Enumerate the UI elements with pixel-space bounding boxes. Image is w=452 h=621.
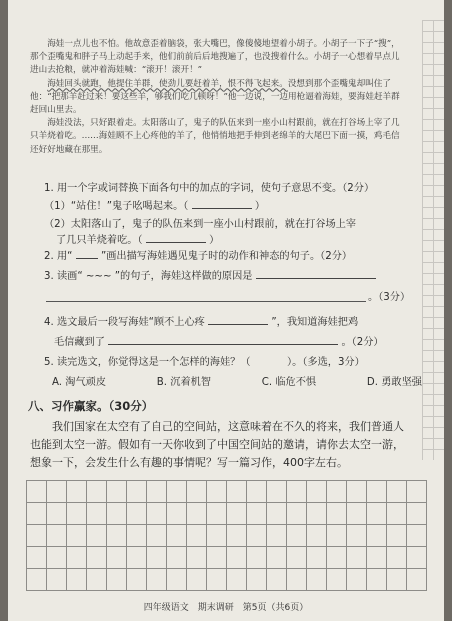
exam-page <box>8 0 444 621</box>
option-c[interactable]: C. 临危不惧 <box>261 377 317 388</box>
page-footer: 四年级语文 期末调研 第5页（共6页） <box>143 603 309 613</box>
passage-paragraph-3: 海娃没法，只好跟着走。太阳落山了，鬼子的队伍来到一座小山村跟前，就在打谷场上宰了几只羊烧着吃。……海娃顾不上心疼他的羊了，他悄悄地把手伸到老绵羊的大尾巴下面一摸，鸡毛信还好好地藏在那里。 <box>30 118 400 155</box>
question-3: 3. 读画“ ~~~ ”的句子，海娃这样做的原因是 <box>44 270 414 284</box>
writing-prompt: 我们国家在太空有了自己的空间站，这意味着在不久的将来，我们普通人也能到太空一游。假如有一天你收到了中国空间站的邀请，请你去太空一游，想象一下，会发生什么有趣的事情呢？写一篇习作，400字左右。 <box>30 420 404 469</box>
wavy-underlined-sentence: 海娃回头就跑，他提住羊群，使劲儿要赶着羊，恨不得飞起来。 <box>47 78 288 89</box>
question-1: 1. 用一个字或词替换下面各句中的加点的字词，使句子意思不变。（2分） <box>44 183 375 194</box>
right-margin-grid <box>422 20 444 460</box>
option-d[interactable]: D. 勇敢坚强 <box>366 377 422 388</box>
composition-grid[interactable] <box>26 480 427 591</box>
answer-blank-4a[interactable] <box>208 324 268 325</box>
answer-line-3b[interactable] <box>46 301 366 302</box>
question-3-score: 。（3分） <box>368 292 411 303</box>
option-b[interactable]: B. 沉着机智 <box>156 377 212 388</box>
question-1-part-1: （1）“站住！”鬼子吆喝起来。（ ） <box>44 201 266 212</box>
question-2: 2. 用“ ”画出描写海娃遇见鬼子时的动作和神态的句子。（2分） <box>44 251 353 262</box>
answer-blank-3a[interactable] <box>256 278 376 279</box>
wavy-line-symbol: ~~~ <box>85 271 112 282</box>
question-5: 5. 读完选文，你觉得这是一个怎样的海娃？（ ）。（多选，3分） <box>44 357 365 368</box>
underline-symbol <box>76 258 98 259</box>
answer-blank-4b[interactable] <box>108 344 338 345</box>
passage-paragraph-1: 海娃一点儿也不怕。他故意歪着脑袋，张大嘴巴，像傻傻地望着小胡子。小胡子一下子“搜”，那个歪嘴鬼和胖子马上动起手来，他们前前后后地搜遍了，也没搜着什么。小胡子一心想着早点儿进山去抢粮，就冲着海娃喊：“滚开！滚开！” <box>30 39 400 76</box>
answer-blank-1a[interactable] <box>192 208 252 209</box>
reading-passage <box>30 38 402 157</box>
passage-paragraph-2: 海娃回头就跑，他提住羊群，使劲儿要赶着羊，恨不得飞起来。没想到那个歪嘴鬼却叫住了他：“把那羊赶过来！要这些羊，够我们吃几顿呀！”他一边说，一边用枪逼着海娃，要海娃赶羊群赶回山里去。 <box>30 78 400 116</box>
answer-blank-1b[interactable] <box>146 242 206 243</box>
section-8-title: 八、习作赢家。（30分） <box>28 399 154 413</box>
question-4: 4. 选文最后一段写海娃“顾不上心疼 ”，我知道海娃把鸡 <box>44 317 359 328</box>
question-5-options <box>52 376 422 390</box>
option-a[interactable]: A. 淘气顽皮 <box>52 377 107 388</box>
question-1-part-2: （2）太阳落山了，鬼子的队伍来到一座小山村跟前，就在打谷场上宰 了几只羊烧着吃。（ ） <box>44 219 357 246</box>
question-4-line-2: 毛信藏到了 。（2分） <box>54 337 384 348</box>
